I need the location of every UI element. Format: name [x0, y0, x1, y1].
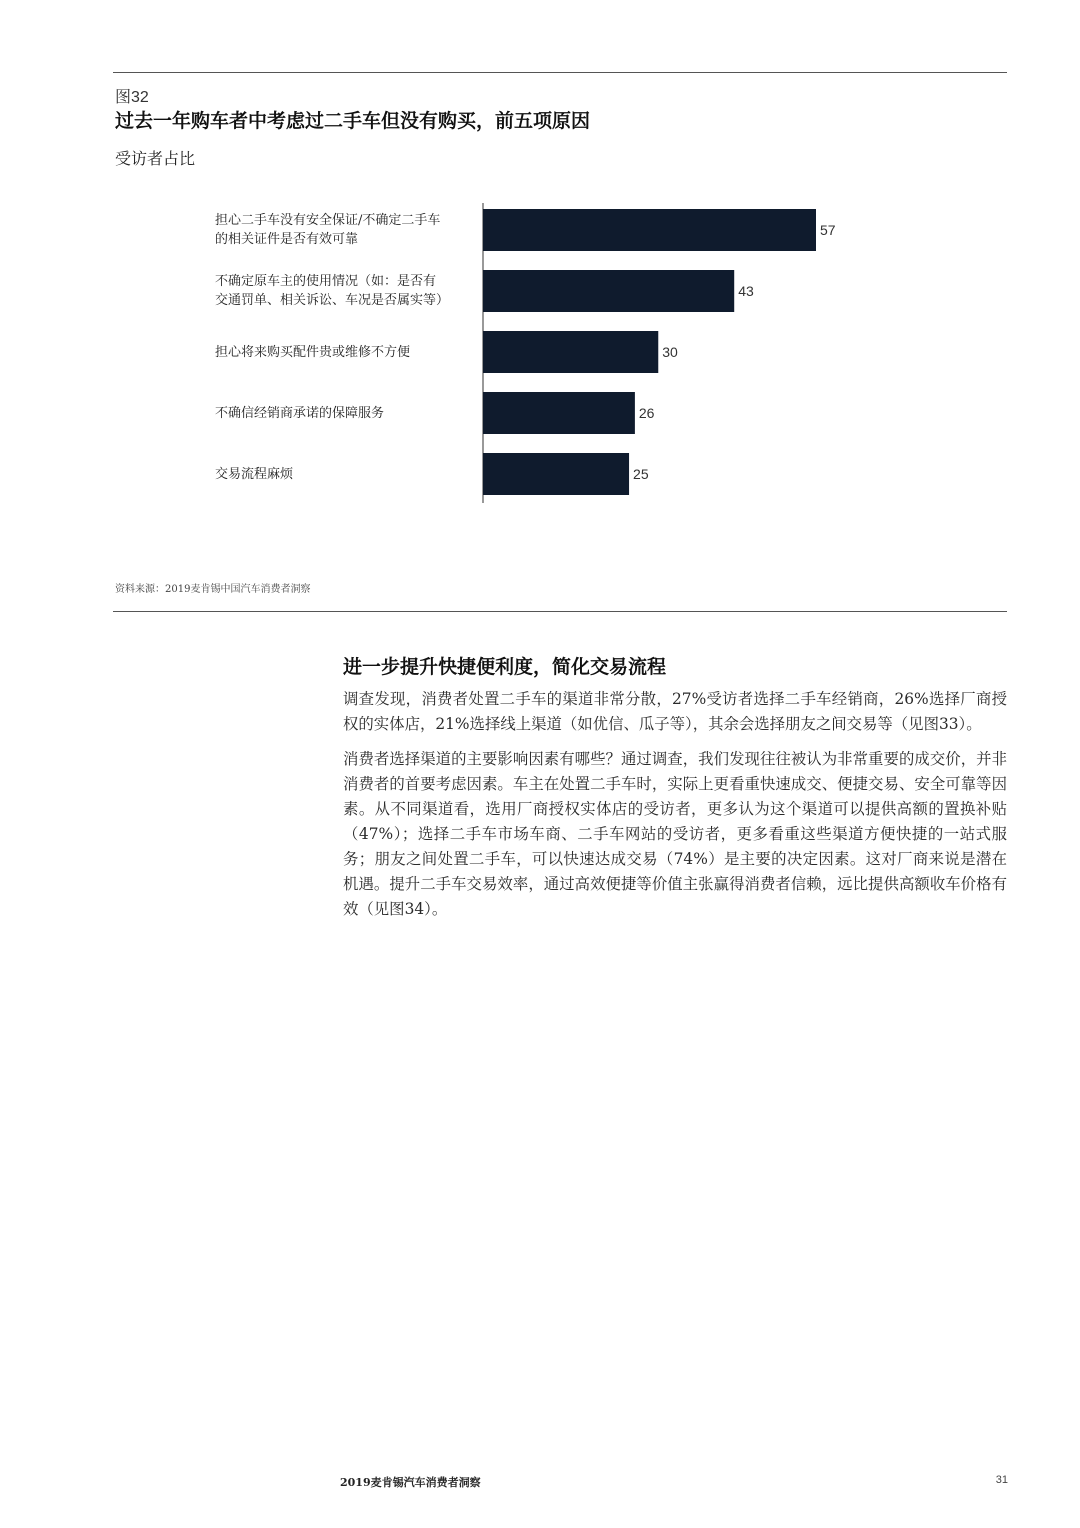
- category-label-line: 担心将来购买配件贵或维修不方便: [215, 344, 411, 360]
- figure-subtitle: 受访者占比: [115, 149, 196, 168]
- bar-value-label-5: 25: [633, 466, 649, 482]
- figure-source: 资料来源：2019麦肯锡中国汽车消费者洞察: [115, 584, 311, 595]
- paragraph-2: 消费者选择渠道的主要影响因素有哪些？通过调查，我们发现往往被认为非常重要的成交价，并非消费者的首要考虑因素。车主在处置二手车时，实际上更看重快速成交、便捷交易、安全可靠等因素。从不同渠道看，选用厂商授权实体店的受访者，更多认为这个渠道可以提供高额的置换补贴（47%）；选择二手车市场车商、二手车网站的受访者，更多看重这些渠道方便快捷的一站式服务；朋友之间处置二手车，可以快速达成交易（74%）是主要的决定因素。这对厂商来说是潜在机遇。提升二手车交易效率，通过高效便捷等价值主张赢得消费者信赖，远比提供高额收车价格有效（见图34）。: [343, 750, 1007, 918]
- section-heading: 进一步提升快捷便利度，简化交易流程: [343, 656, 667, 678]
- bar-4: [483, 392, 635, 434]
- category-label-line: 不确信经销商承诺的保障服务: [215, 405, 385, 421]
- category-label-line: 担心二手车没有安全保证/不确定二手车: [215, 213, 441, 228]
- category-label-line: 交通罚单、相关诉讼、车况是否属实等）: [215, 293, 450, 308]
- bar-5: [483, 453, 629, 495]
- bar-value-label-1: 57: [820, 222, 836, 238]
- page-number: 31: [995, 1474, 1008, 1486]
- paragraph-1: 调查发现，消费者处置二手车的渠道非常分散，27%受访者选择二手车经销商，26%选择厂商授权的实体店，21%选择线上渠道（如优信、瓜子等），其余会选择朋友之间交易等（见图33）。: [343, 690, 1007, 733]
- bar-3: [483, 331, 658, 373]
- bar-value-label-4: 26: [638, 405, 655, 421]
- bar-1: [483, 209, 816, 251]
- category-label-line: 的相关证件是否有效可靠: [215, 232, 359, 247]
- category-label-line: 不确定原车主的使用情况（如：是否有: [215, 274, 437, 289]
- figure-title: 过去一年购车者中考虑过二手车但没有购买，前五项原因: [115, 110, 591, 132]
- body-section: [343, 652, 1007, 932]
- footer-title: 2019麦肯锡汽车消费者洞察: [340, 1476, 481, 1489]
- category-label-line: 交易流程麻烦: [215, 466, 294, 482]
- bar-value-label-3: 30: [662, 344, 678, 360]
- figure-label: 图32: [115, 89, 149, 106]
- bar-value-label-2: 43: [738, 283, 754, 299]
- section-rule: [113, 611, 1007, 612]
- bar-chart: [0, 0, 1080, 560]
- bar-2: [483, 270, 734, 312]
